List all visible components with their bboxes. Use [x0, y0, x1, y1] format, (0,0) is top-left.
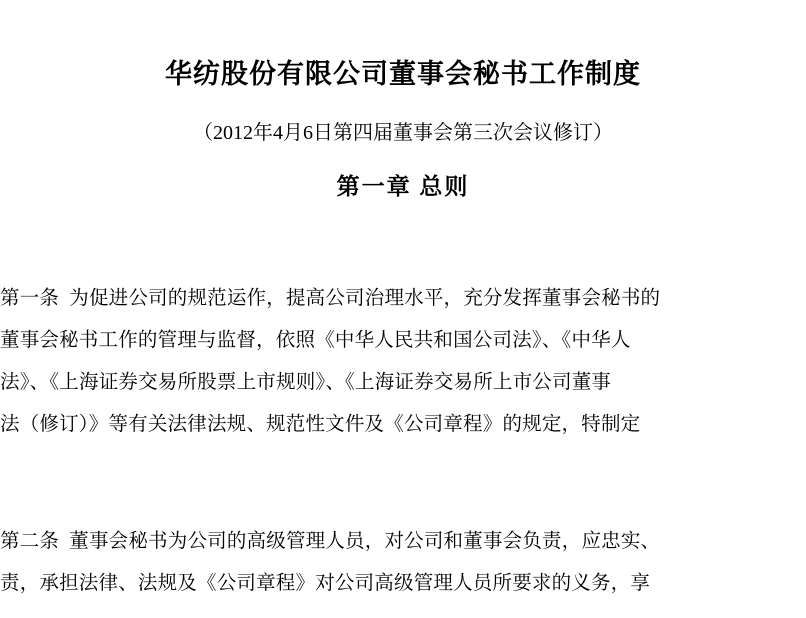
paragraph-line: 法》、《上海证券交易所股票上市规则》、《上海证券交易所上市公司董事 [0, 372, 612, 393]
chapter-heading: 第一章 总则 [336, 174, 470, 200]
paragraph-line: 法（修订）》等有关法律法规、规范性文件及《公司章程》的规定，特制定 [0, 414, 641, 435]
paragraph-article-2 [0, 521, 806, 605]
paragraph-line: 董事会秘书工作的管理与监督，依照《中华人民共和国公司法》、《中华人 [0, 330, 631, 351]
paragraph-article-1 [0, 278, 806, 446]
paragraph-line: 第二条 董事会秘书为公司的高级管理人员，对公司和董事会负责，应忠实、 [0, 531, 661, 552]
page-title: 华纺股份有限公司董事会秘书工作制度 [165, 59, 641, 89]
paragraph-line: 第一条 为促进公司的规范运作，提高公司治理水平，充分发挥董事会秘书的 [0, 288, 661, 309]
document-subtitle: （2012年4月6日第四届董事会第三次会议修订） [193, 122, 613, 145]
paragraph-line: 责，承担法律、法规及《公司章程》对公司高级管理人员所要求的义务，享 [0, 573, 651, 594]
